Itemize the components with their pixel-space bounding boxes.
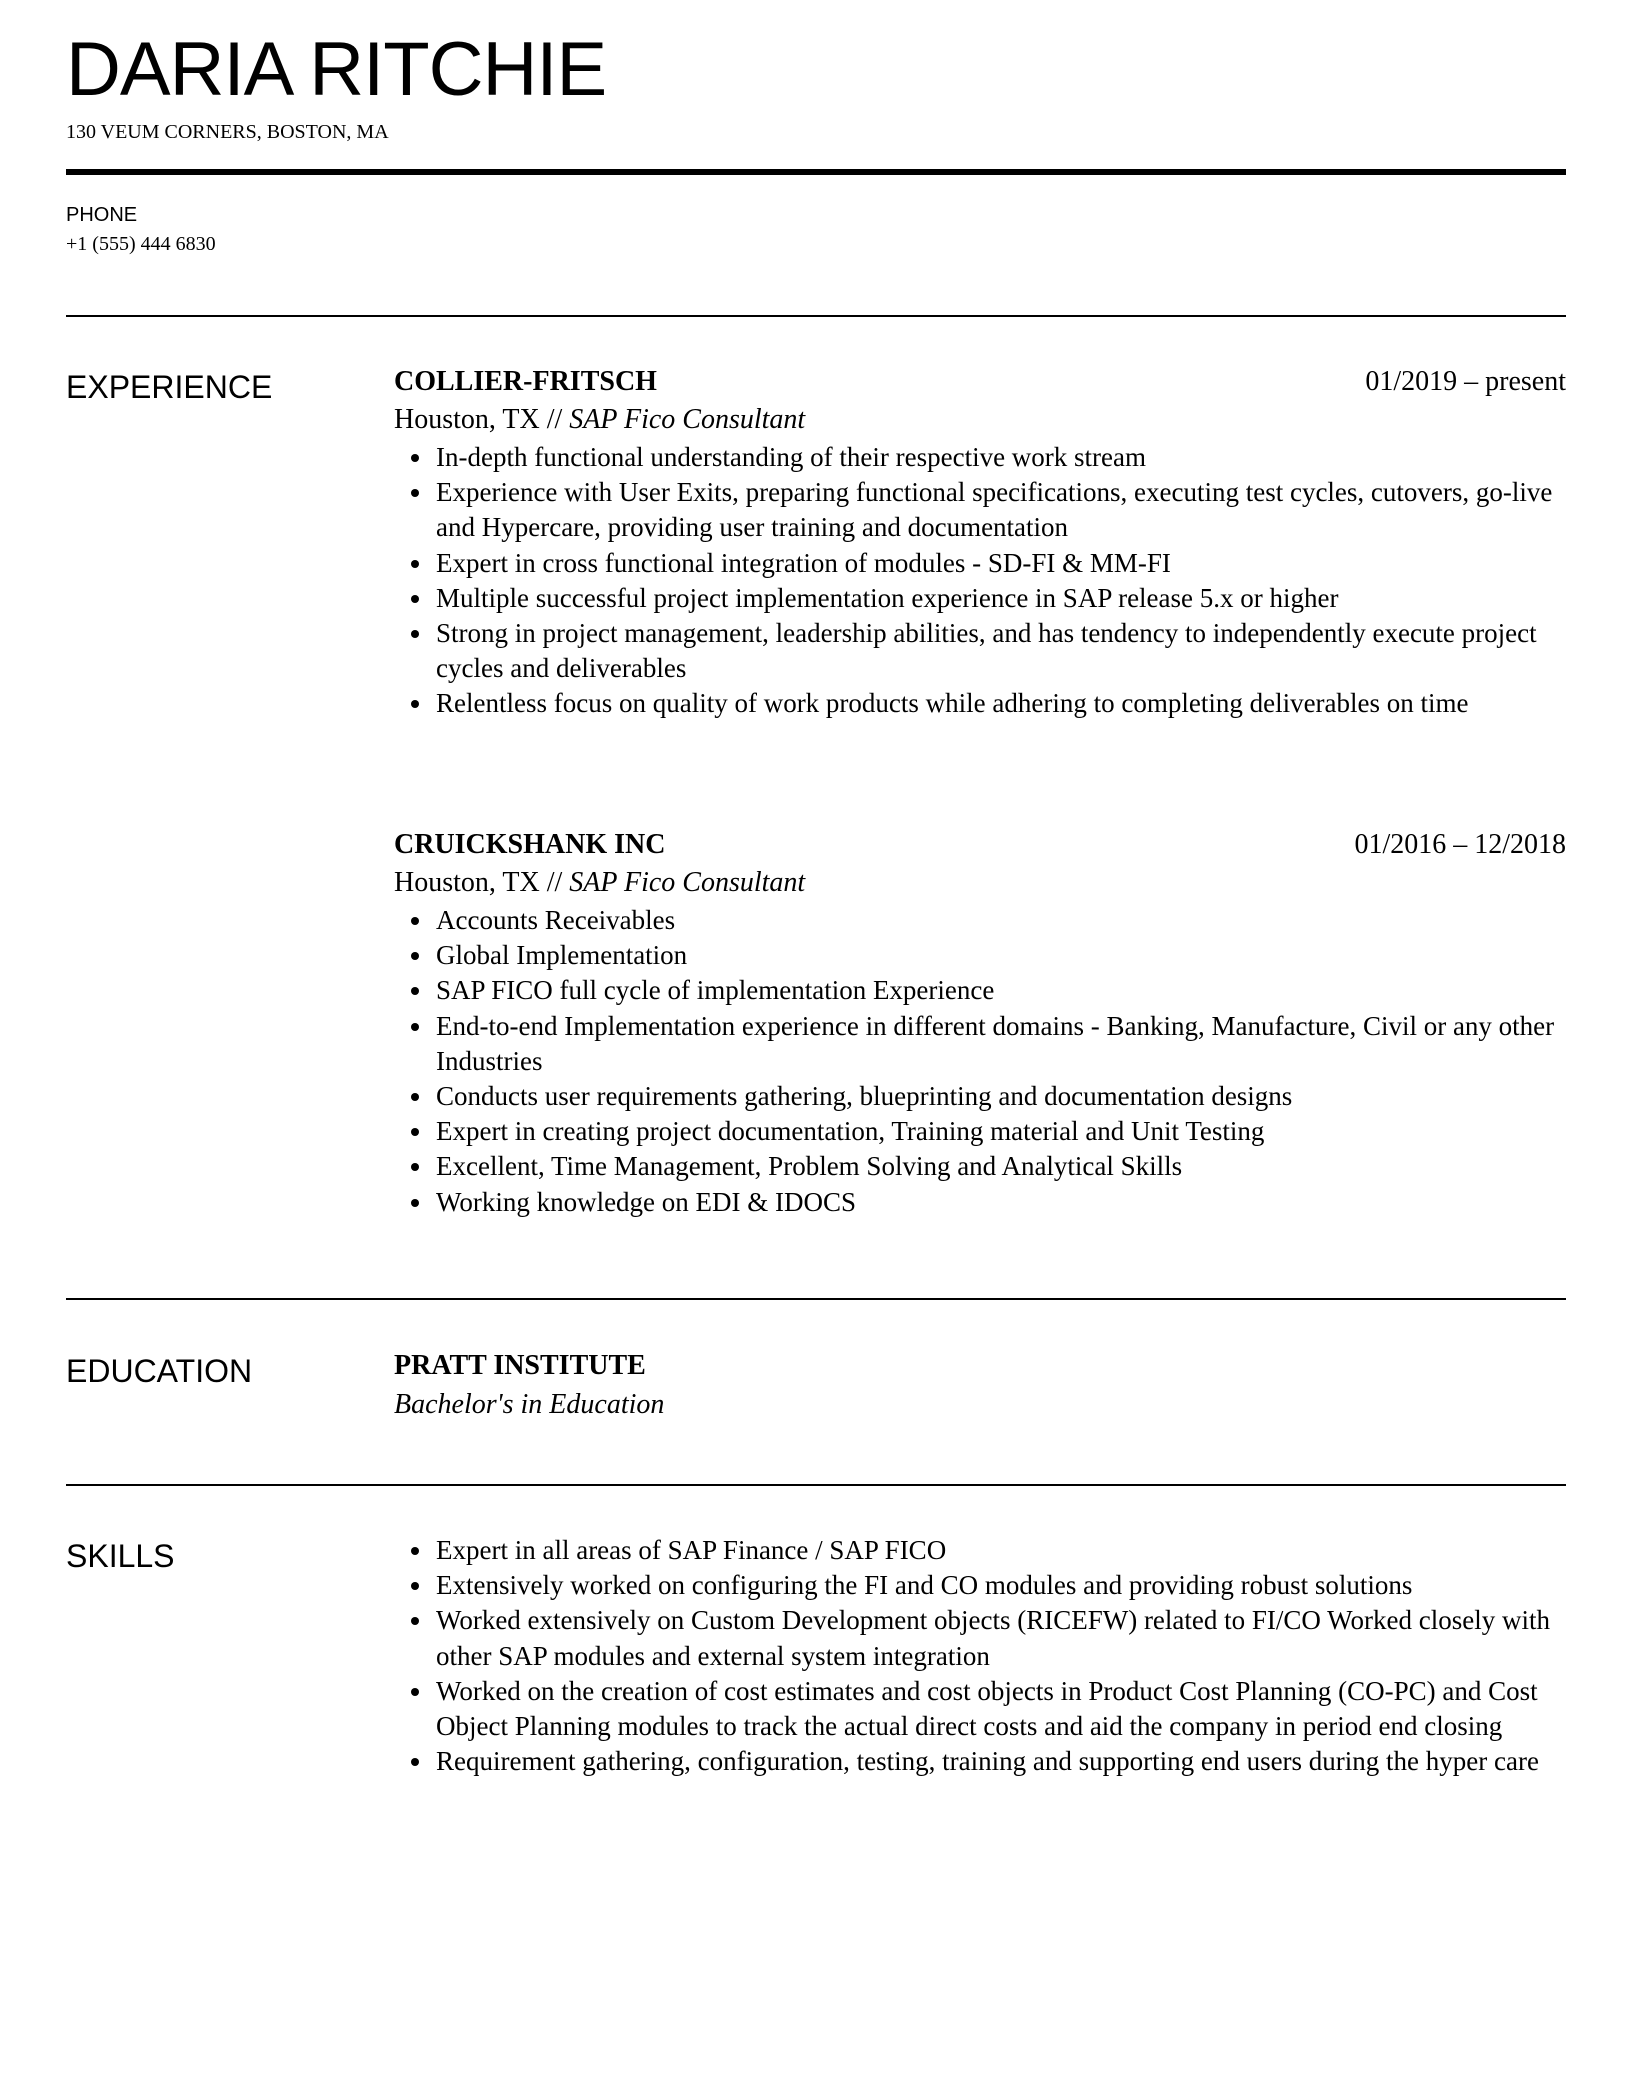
- skills-entry: [394, 1533, 1566, 1779]
- job-location-role: [394, 863, 1566, 903]
- job-role: SAP Fico Consultant: [569, 867, 806, 898]
- company-name: COLLIER-FRITSCH: [394, 366, 657, 397]
- section-divider: [66, 1484, 1566, 1486]
- list-item: Strong in project management, leadership abilities, and has tendency to independently execute project cycles and deliverables: [394, 616, 1566, 686]
- section-divider: [66, 315, 1566, 317]
- education-entry: [394, 1348, 1566, 1426]
- header-divider: [66, 169, 1566, 175]
- list-item: Requirement gathering, configuration, testing, training and supporting end users during the hyper care: [394, 1744, 1566, 1779]
- job-entry: [394, 364, 1566, 722]
- job-location-role: [394, 400, 1566, 440]
- degree: Bachelor's in Education: [394, 1389, 665, 1420]
- list-item: Relentless focus on quality of work products while adhering to completing deliverables on time: [394, 686, 1566, 721]
- separator: //: [539, 867, 570, 898]
- list-item: End-to-end Implementation experience in different domains - Banking, Manufacture, Civil or any other Industries: [394, 1009, 1566, 1079]
- school-name: PRATT INSTITUTE: [394, 1350, 646, 1381]
- list-item: Working knowledge on EDI & IDOCS: [394, 1185, 1566, 1220]
- list-item: Expert in all areas of SAP Finance / SAP FICO: [394, 1533, 1566, 1568]
- list-item: Worked extensively on Custom Development objects (RICEFW) related to FI/CO Worked closely with other SAP modules and external system integration: [394, 1603, 1566, 1673]
- list-item: Accounts Receivables: [394, 903, 1566, 938]
- list-item: Excellent, Time Management, Problem Solving and Analytical Skills: [394, 1149, 1566, 1184]
- list-item: Expert in cross functional integration of modules - SD-FI & MM-FI: [394, 546, 1566, 581]
- phone-label: PHONE: [66, 204, 138, 226]
- experience-section-title: EXPERIENCE: [66, 369, 273, 405]
- job-dates: 01/2016 – 12/2018: [1354, 829, 1566, 860]
- candidate-name: DARIA RITCHIE: [66, 27, 607, 112]
- list-item: Experience with User Exits, preparing functional specifications, executing test cycles, cutovers, go-live and Hypercare, providing user training and documentation: [394, 475, 1566, 545]
- section-divider: [66, 1298, 1566, 1300]
- list-item: Conducts user requirements gathering, blueprinting and documentation designs: [394, 1079, 1566, 1114]
- skills-section-title: SKILLS: [66, 1538, 175, 1574]
- list-item: Multiple successful project implementation experience in SAP release 5.x or higher: [394, 581, 1566, 616]
- job-role: SAP Fico Consultant: [569, 404, 806, 435]
- education-section-title: EDUCATION: [66, 1353, 253, 1389]
- separator: //: [539, 404, 570, 435]
- job-bullets: [394, 903, 1566, 1220]
- company-name: CRUICKSHANK INC: [394, 829, 666, 860]
- list-item: Expert in creating project documentation, Training material and Unit Testing: [394, 1114, 1566, 1149]
- job-header: [394, 364, 1566, 400]
- job-bullets: [394, 440, 1566, 722]
- phone-number: +1 (555) 444 6830: [66, 233, 216, 255]
- list-item: SAP FICO full cycle of implementation Experience: [394, 973, 1566, 1008]
- list-item: Worked on the creation of cost estimates and cost objects in Product Cost Planning (CO-PC) and Cost Object Planning modules to track the actual direct costs and aid the company in period end closing: [394, 1674, 1566, 1744]
- job-entry: [394, 827, 1566, 1220]
- list-item: Global Implementation: [394, 938, 1566, 973]
- job-location: Houston, TX: [394, 404, 540, 435]
- skills-bullets: [394, 1533, 1566, 1779]
- job-header: [394, 827, 1566, 863]
- job-location: Houston, TX: [394, 867, 540, 898]
- candidate-address: 130 VEUM CORNERS, BOSTON, MA: [66, 121, 389, 143]
- job-dates: 01/2019 – present: [1365, 366, 1566, 397]
- list-item: In-depth functional understanding of their respective work stream: [394, 440, 1566, 475]
- list-item: Extensively worked on configuring the FI and CO modules and providing robust solutions: [394, 1568, 1566, 1603]
